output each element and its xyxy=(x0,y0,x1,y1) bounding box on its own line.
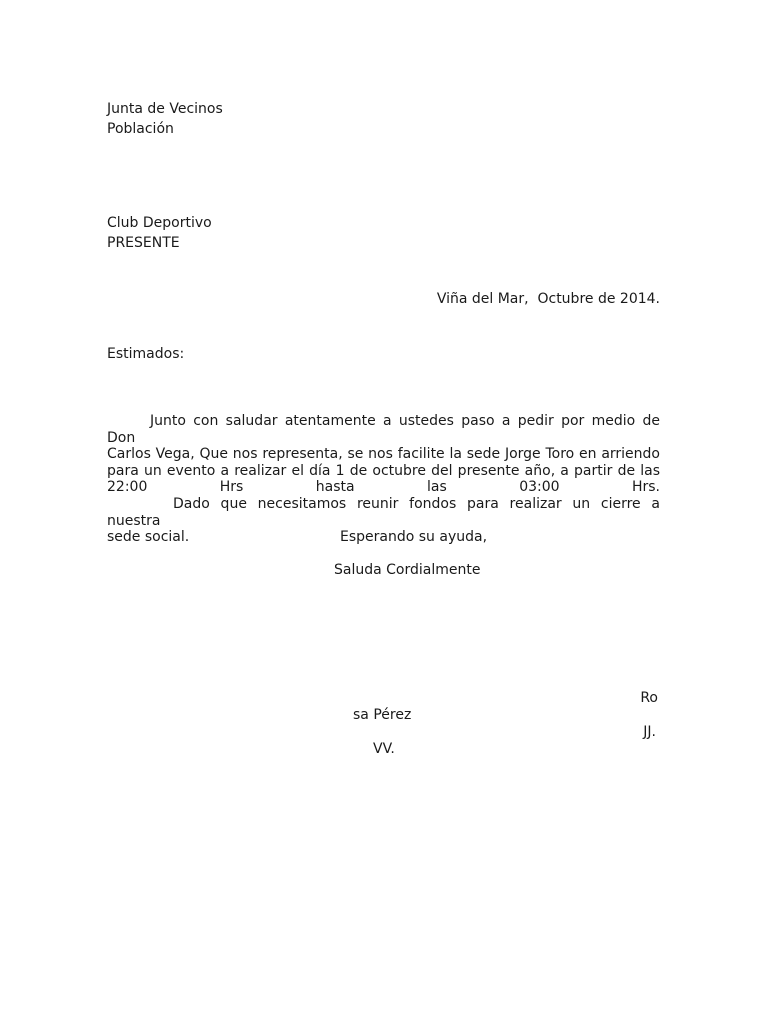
closing-salutation: Saluda Cordialmente xyxy=(334,562,481,578)
recipient-salutation: PRESENTE xyxy=(107,235,180,251)
body-line: 22:00 Hrs hasta las 03:00 Hrs. xyxy=(107,479,660,496)
signature-part: Ro xyxy=(640,690,658,706)
closing-line: Esperando su ayuda, xyxy=(340,529,488,545)
body-line: Dado que necesitamos reunir fondos para realizar un cierre a nuestra xyxy=(107,495,660,529)
greeting: Estimados: xyxy=(107,346,185,362)
recipient-name: Club Deportivo xyxy=(107,215,212,231)
signature-part: sa Pérez xyxy=(353,707,412,723)
signature-part: JJ. xyxy=(643,724,656,740)
body-line: sede social. xyxy=(107,529,190,546)
body-line: Junto con saludar atentamente a ustedes paso a pedir por medio de Don xyxy=(107,413,660,446)
body-line: Carlos Vega, Que nos representa, se nos facilite la sede Jorge Toro en arriendo xyxy=(107,446,660,463)
date-place: Viña del Mar, Octubre de 2014. xyxy=(436,291,660,307)
body-line: para un evento a realizar el día 1 de octubre del presente año, a partir de las xyxy=(107,462,660,479)
sender-location: Población xyxy=(107,121,174,137)
signature-part: VV. xyxy=(373,741,395,757)
body-paragraph xyxy=(107,413,660,546)
sender-name: Junta de Vecinos xyxy=(107,101,223,117)
